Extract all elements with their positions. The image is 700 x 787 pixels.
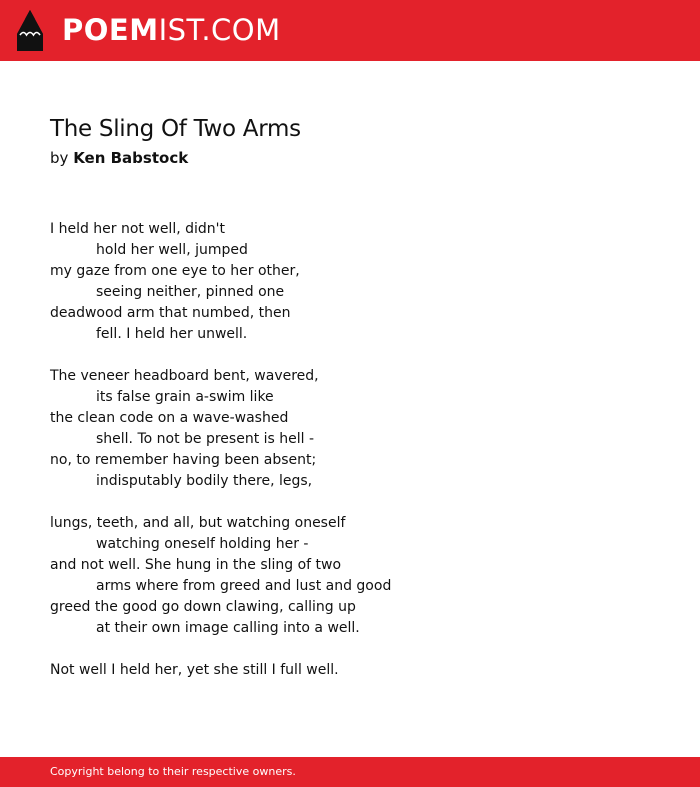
by-label: by [50,149,69,167]
poem-line: lungs, teeth, and all, but watching oneself [50,515,346,531]
byline [50,149,188,167]
logo-thin-text: IST.COM [158,13,281,47]
poem-line: indisputably bodily there, legs, [96,473,313,489]
poem-line: my gaze from one eye to her other, [50,263,300,279]
poem-line: Not well I held her, yet she still I full well. [50,662,339,678]
poem-body [50,219,670,702]
poem-line: hold her well, jumped [96,242,248,258]
site-footer [0,757,700,787]
poem-stanza [50,219,670,345]
author-name: Ken Babstock [73,149,189,167]
pencil-icon[interactable] [17,10,43,51]
poem-stanza [50,366,670,492]
poem-line: arms where from greed and lust and good [96,578,392,594]
poem-line: and not well. She hung in the sling of two [50,557,342,573]
site-logo[interactable] [62,12,281,48]
site-header [0,0,700,61]
poem-line: The veneer headboard bent, wavered, [50,368,319,384]
poem-line: at their own image calling into a well. [96,620,360,636]
poem-line: fell. I held her unwell. [96,326,248,342]
poem-line: shell. To not be present is hell - [96,431,315,447]
copyright-text: Copyright belong to their respective owners. [50,765,296,778]
poem-line: greed the good go down clawing, calling up [50,599,356,615]
poem-line: the clean code on a wave-washed [50,410,289,426]
poem-stanza [50,660,670,681]
poem-line: no, to remember having been absent; [50,452,317,468]
poem-line: seeing neither, pinned one [96,284,285,300]
poem-stanza [50,513,670,639]
logo-bold-text: POEM [62,13,159,47]
poem-title: The Sling Of Two Arms [50,116,301,142]
poem-line: I held her not well, didn't [50,221,225,237]
poem-line: watching oneself holding her - [96,536,309,552]
poem-line: deadwood arm that numbed, then [50,305,291,321]
poem-line: its false grain a-swim like [96,389,274,405]
